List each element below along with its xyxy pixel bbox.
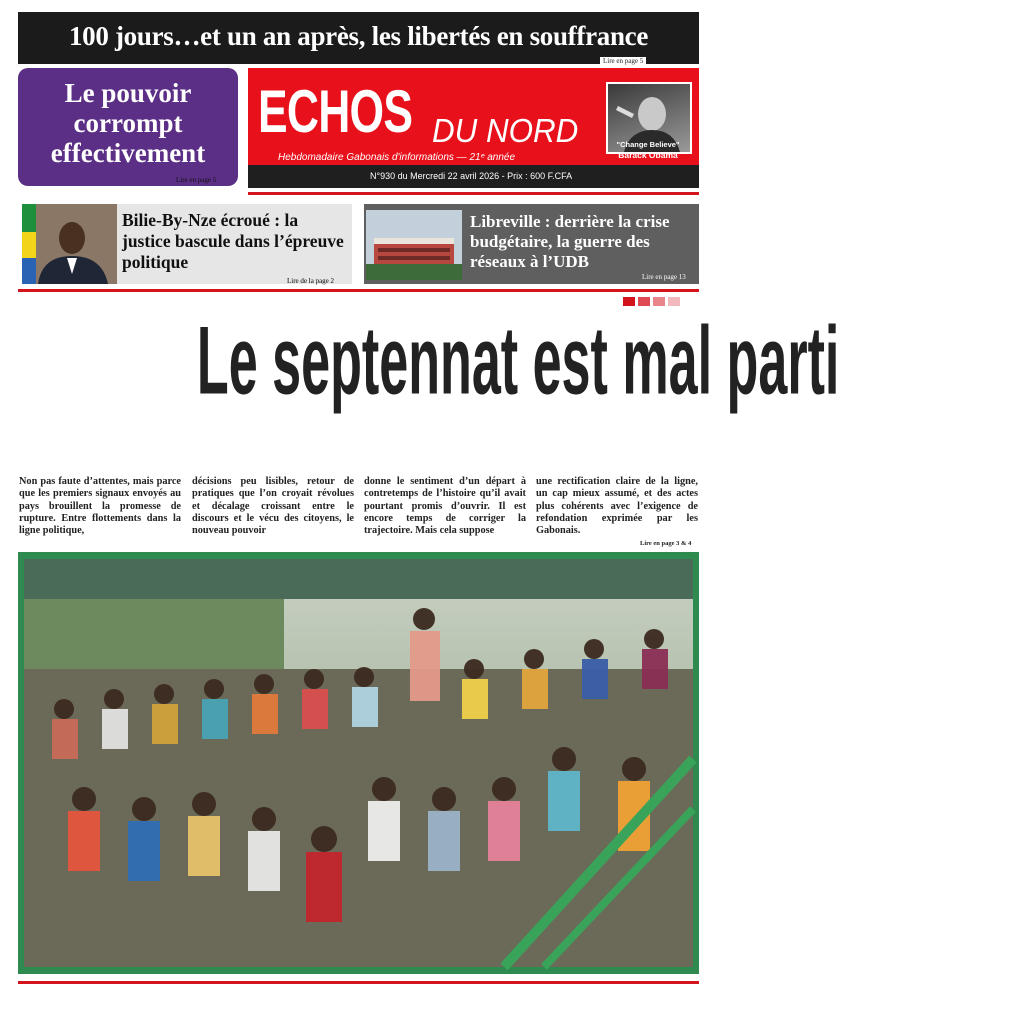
masthead-issue-bar xyxy=(248,165,699,188)
masthead-quote: "Change Believe" xyxy=(616,140,680,149)
article-column-4: une rectification claire de la ligne, un cap mieux assumé, et des actes plus cohérents avec l’exigence de refondation exprimée par les Gabonais. xyxy=(536,476,698,537)
top-banner[interactable] xyxy=(18,12,699,64)
teaser-2-photo xyxy=(366,210,462,280)
masthead-subtitle: Hebdomadaire Gabonais d'informations — 21ᵉ année xyxy=(278,152,516,163)
teaser-1-photo xyxy=(22,204,117,284)
teaser-1-page-ref: Lire de la page 2 xyxy=(287,277,335,285)
divider xyxy=(248,192,699,195)
main-headline[interactable] xyxy=(0,300,840,420)
top-banner-page-ref: Lire en page 5 xyxy=(600,57,646,65)
divider xyxy=(18,981,699,984)
article-column-3: donne le sentiment d’un départ à contretemps de l’histoire qu’il avait pourtant promis d’ouvrir. Il est encore temps de corriger la trajectoire. Mais cela suppose xyxy=(364,476,526,537)
masthead-quote-author: Barack Obama xyxy=(618,150,678,160)
teaser-1-headline: Bilie-By-Nze écroué : la justice bascule dans l’épreuve politique xyxy=(122,210,344,272)
top-banner-headline: 100 jours…et un an après, les libertés en souffrance xyxy=(68,21,649,51)
masthead-title-main: ECHOS xyxy=(258,78,413,145)
main-headline-text: Le septennat est mal parti xyxy=(196,305,840,415)
issue-info: N°930 du Mercredi 22 avril 2026 - Prix : 600 F.CFA xyxy=(370,171,573,181)
article-column-1: Non pas faute d’attentes, mais parce que les premiers signaux envoyés au pays brouillent la promesse de rupture. Entre flottements dans la ligne politique, xyxy=(19,476,181,537)
purple-teaser-page-ref: Lire en page 5 xyxy=(176,176,217,184)
teaser-2-page-ref: Lire en page 13 xyxy=(642,273,686,281)
crowd-photo[interactable] xyxy=(24,559,693,967)
purple-teaser-box[interactable] xyxy=(18,68,238,186)
article-column-2: décisions peu lisibles, retour de pratiques que l’on croyait révolues et décalage croissant entre le discours et le vécu des citoyens, le nouveau pouvoir xyxy=(192,476,354,537)
article-page-ref: Lire en page 3 & 4 xyxy=(640,540,692,547)
masthead-title-secondary: DU NORD xyxy=(432,112,579,149)
purple-teaser-headline: Le pouvoir corrompt effectivement xyxy=(50,78,206,168)
teaser-2-headline: Libreville : derrière la crise budgétaire, la guerre des réseaux à l’UDB xyxy=(470,212,670,271)
